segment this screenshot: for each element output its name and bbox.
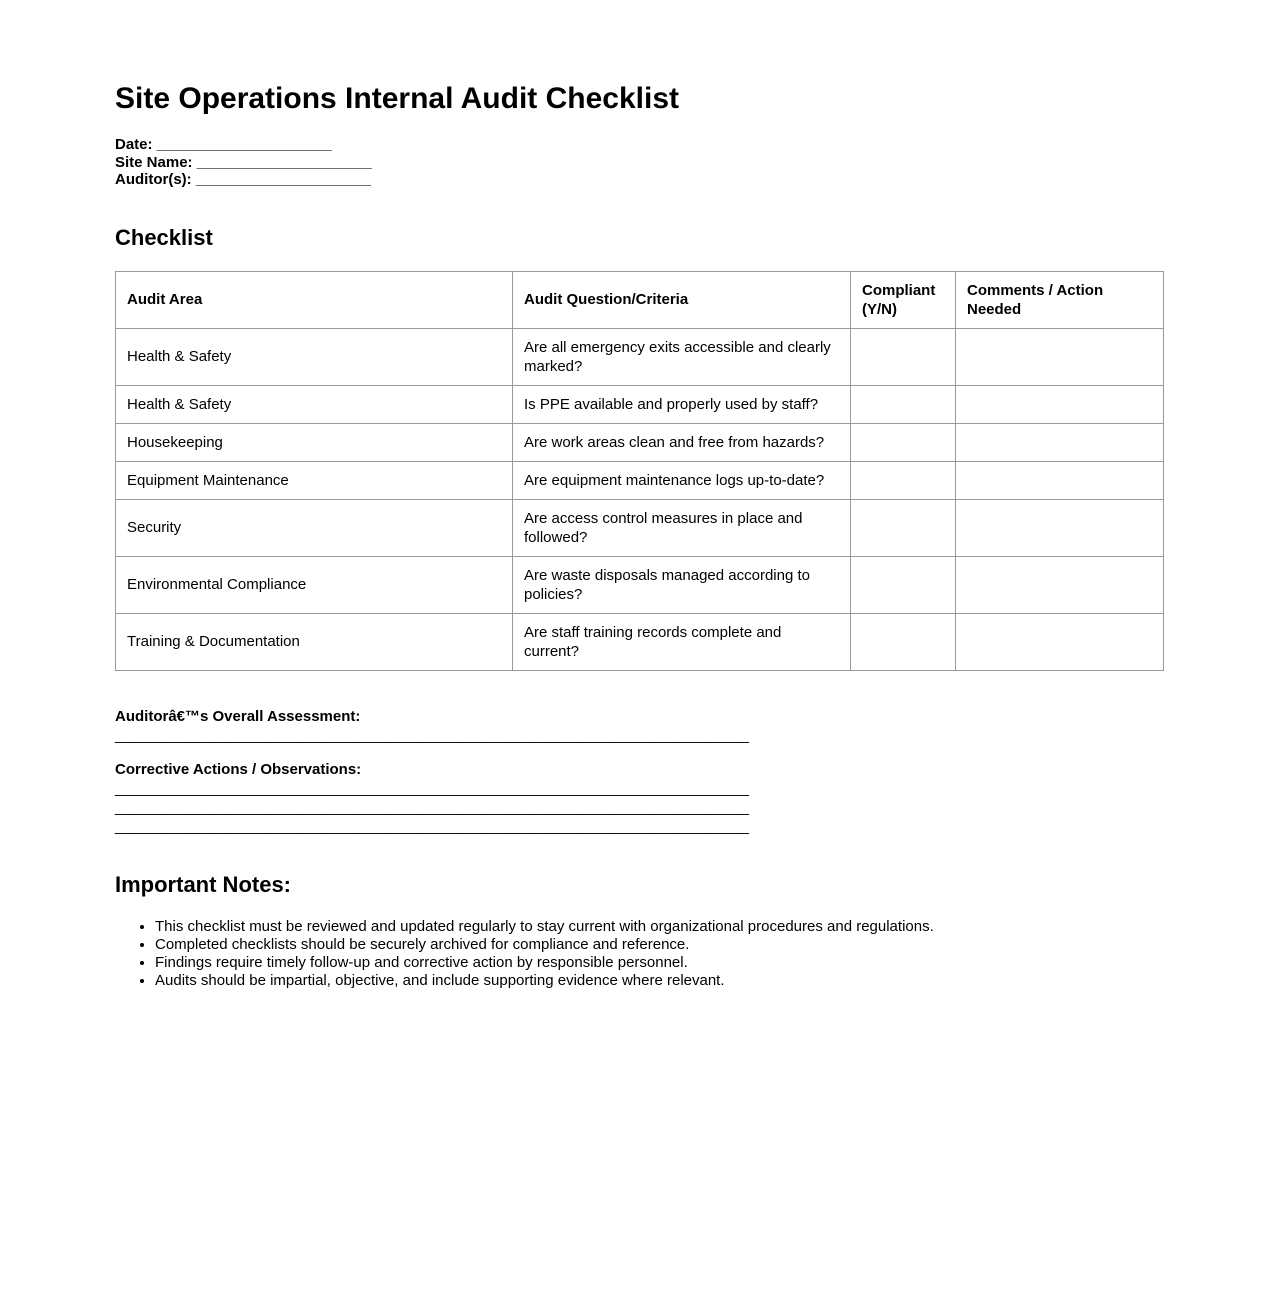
cell-compliant (851, 613, 956, 670)
corrective-blank-line: ____________________________________________________________________________ (115, 817, 750, 835)
field-auditors-label: Auditor(s): (115, 171, 192, 188)
assessment-label: Auditorâ€™s Overall Assessment: (115, 707, 361, 725)
table-row (116, 423, 1164, 461)
cell-question: Are access control measures in place and followed? (513, 499, 851, 556)
cell-comments (956, 613, 1164, 670)
cell-area: Housekeeping (116, 423, 513, 461)
cell-compliant (851, 461, 956, 499)
field-date-blank: _____________________ (156, 136, 332, 153)
header-comments: Comments / Action Needed (956, 271, 1164, 328)
document-title: Site Operations Internal Audit Checklist (115, 82, 679, 115)
important-notes-heading: Important Notes: (115, 871, 291, 897)
corrective-label: Corrective Actions / Observations: (115, 760, 362, 778)
cell-area: Health & Safety (116, 385, 513, 423)
cell-question: Are waste disposals managed according to policies? (513, 556, 851, 613)
table-row (116, 556, 1164, 613)
assessment-blank-line: ____________________________________________________________________________ (115, 726, 750, 744)
field-auditors-blank: _____________________ (195, 171, 372, 188)
cell-comments (956, 499, 1164, 556)
field-date (115, 136, 332, 153)
meta-fields (115, 136, 1163, 189)
field-site-name-label: Site Name: (115, 153, 193, 171)
checklist-heading: Checklist (115, 224, 213, 250)
header-audit-area: Audit Area (116, 271, 513, 328)
cell-question: Are all emergency exits accessible and clearly marked? (513, 328, 851, 385)
table-row (116, 385, 1164, 423)
cell-compliant (851, 499, 956, 556)
important-notes-list (115, 918, 1163, 990)
cell-compliant (851, 328, 956, 385)
table-row (116, 613, 1164, 670)
table-header-row (116, 271, 1164, 328)
table-row (116, 328, 1164, 385)
field-site-name (115, 154, 372, 171)
note-item: • Findings require timely follow-up and corrective action by responsible personnel. (155, 954, 1163, 972)
cell-question: Are equipment maintenance logs up-to-date? (513, 461, 851, 499)
note-item: • Audits should be impartial, objective, and include supporting evidence where relevant. (155, 972, 1163, 990)
field-date-label: Date: (115, 136, 153, 153)
cell-comments (956, 423, 1164, 461)
cell-area: Training & Documentation (116, 613, 513, 670)
cell-compliant (851, 423, 956, 461)
header-compliant: Compliant (Y/N) (851, 271, 956, 328)
field-site-name-blank: _____________________ (196, 153, 372, 171)
corrective-block (115, 760, 1163, 836)
cell-comments (956, 556, 1164, 613)
field-auditors (115, 171, 371, 188)
cell-compliant (851, 385, 956, 423)
cell-comments (956, 328, 1164, 385)
table-row (116, 499, 1164, 556)
corrective-blank-line: ____________________________________________________________________________ (115, 779, 750, 797)
cell-comments (956, 461, 1164, 499)
cell-area: Security (116, 499, 513, 556)
cell-compliant (851, 556, 956, 613)
cell-area: Health & Safety (116, 328, 513, 385)
cell-question: Are work areas clean and free from hazards? (513, 423, 851, 461)
header-audit-question: Audit Question/Criteria (513, 271, 851, 328)
cell-question: Are staff training records complete and current? (513, 613, 851, 670)
audit-checklist-table (115, 271, 1164, 671)
note-item: • This checklist must be reviewed and updated regularly to stay current with organizational procedures and regulations. (155, 918, 1163, 936)
note-item: • Completed checklists should be securely archived for compliance and reference. (155, 936, 1163, 954)
cell-area: Equipment Maintenance (116, 461, 513, 499)
corrective-blank-line: ____________________________________________________________________________ (115, 798, 750, 816)
cell-question: Is PPE available and properly used by staff? (513, 385, 851, 423)
cell-comments (956, 385, 1164, 423)
table-row (116, 461, 1164, 499)
assessment-block (115, 707, 1163, 745)
cell-area: Environmental Compliance (116, 556, 513, 613)
